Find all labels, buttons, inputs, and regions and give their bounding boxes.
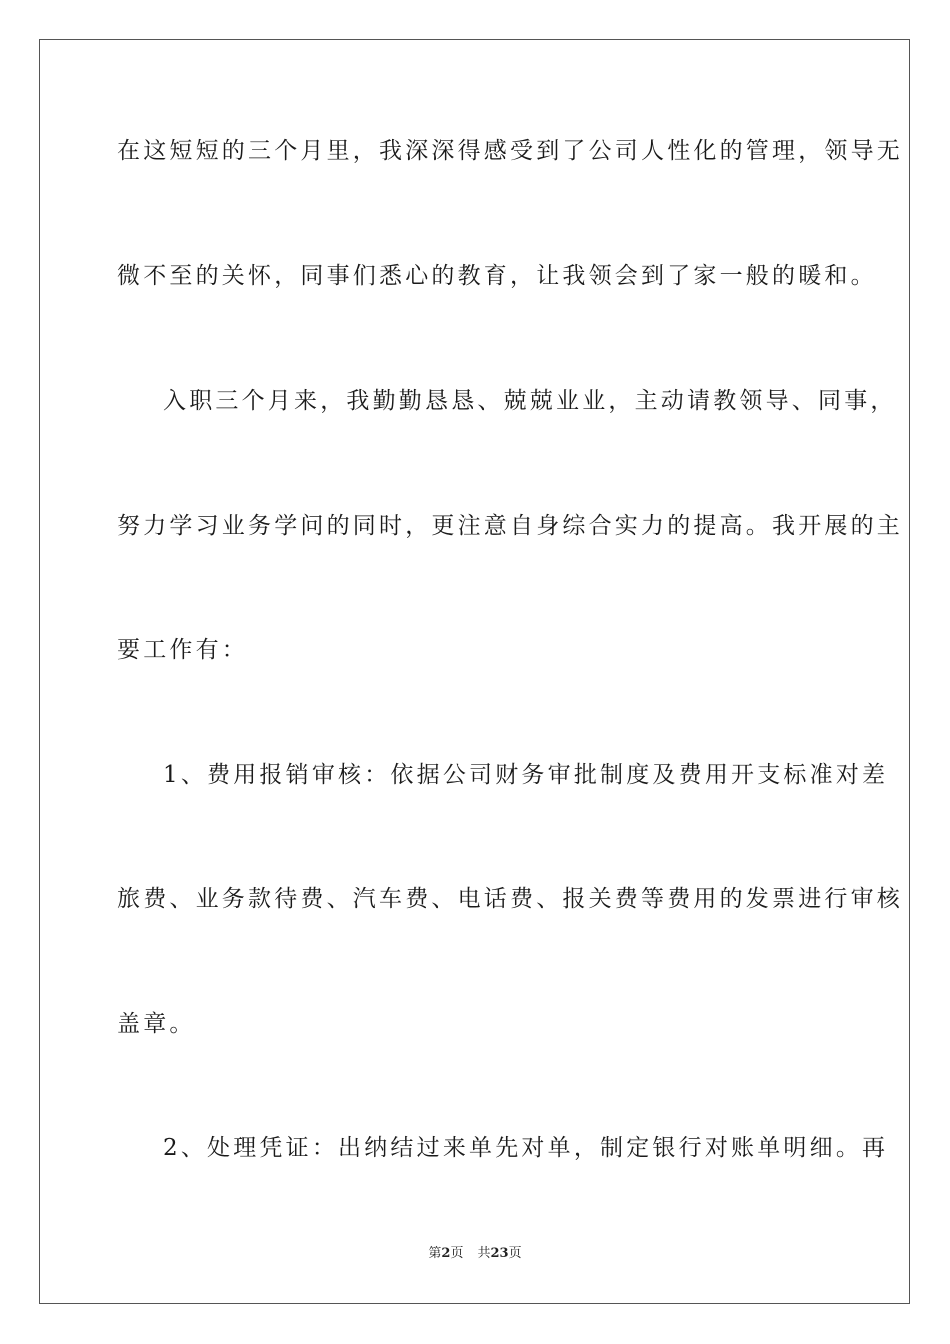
text-line-6: 1、费用报销审核：依据公司财务审批制度及费用开支标准对差 bbox=[163, 762, 889, 788]
footer-total-suffix: 页 bbox=[508, 1246, 522, 1261]
text-line-5: 要工作有： bbox=[117, 637, 248, 663]
footer-page-number: 2 bbox=[441, 1246, 451, 1261]
text-line-3: 入职三个月来，我勤勤恳恳、兢兢业业，主动请教领导、同事， bbox=[163, 388, 897, 414]
text-line-4: 努力学习业务学问的同时，更注意自身综合实力的提高。我开展的主 bbox=[117, 513, 903, 539]
footer-total-prefix: 共 bbox=[477, 1246, 491, 1261]
text-line-1: 在这短短的三个月里，我深深得感受到了公司人性化的管理，领导无 bbox=[117, 138, 903, 164]
text-line-9: 2、处理凭证：出纳结过来单先对单，制定银行对账单明细。再 bbox=[163, 1135, 889, 1161]
page-frame bbox=[39, 39, 910, 1304]
text-line-2: 微不至的关怀，同事们悉心的教育，让我领会到了家一般的暖和。 bbox=[117, 263, 877, 289]
text-line-8: 盖章。 bbox=[117, 1011, 196, 1037]
footer-page-prefix: 第 bbox=[428, 1246, 442, 1261]
page-footer bbox=[0, 1245, 950, 1263]
footer-page-suffix: 页 bbox=[450, 1246, 464, 1261]
footer-total-pages: 23 bbox=[490, 1246, 509, 1261]
text-line-7: 旅费、业务款待费、汽车费、电话费、报关费等费用的发票进行审核 bbox=[117, 886, 903, 912]
